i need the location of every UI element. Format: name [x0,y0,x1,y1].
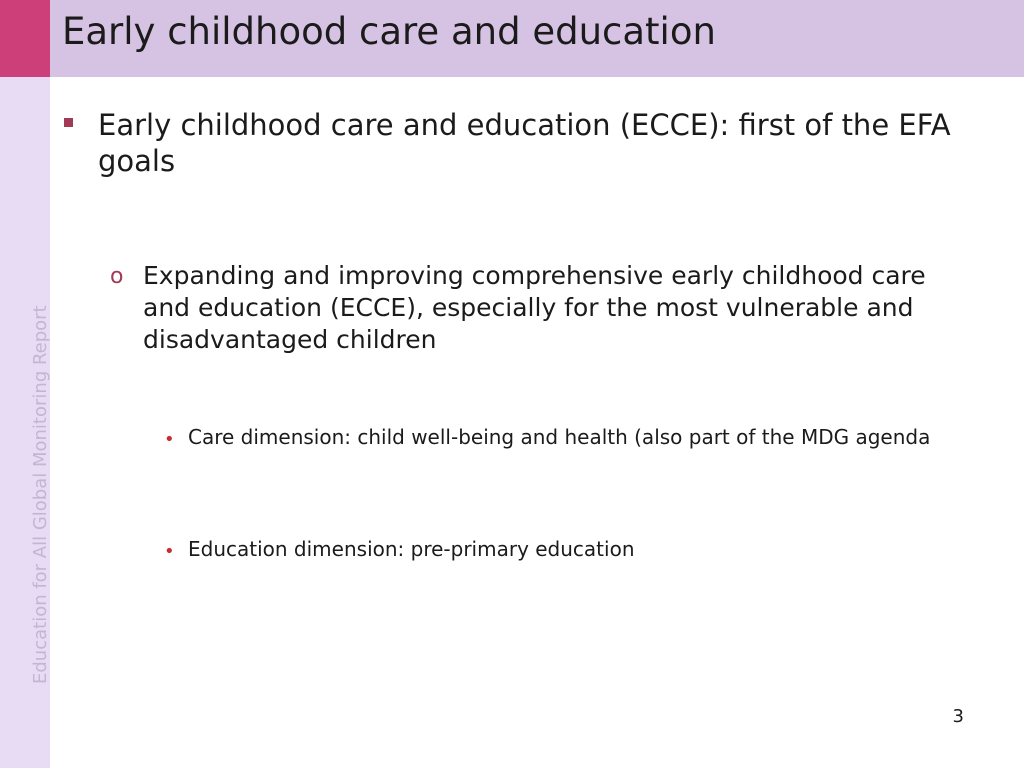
bullet-level3-text-education: Education dimension: pre-primary education [188,537,635,561]
bullet-level3-text-care: Care dimension: child well-being and health (also part of the MDG agenda [188,425,931,449]
bullet-level1-text: Early childhood care and education (ECCE): first of the EFA goals [98,108,951,178]
circle-bullet-icon: o [110,264,124,289]
square-bullet-icon [64,118,73,127]
bullet-level2-text: Expanding and improving comprehensive early childhood care and education (ECCE), especially for the most vulnerable and disadvantaged children [143,261,926,354]
slide-title: Early childhood care and education [62,10,716,53]
dot-bullet-icon: • [164,429,175,450]
page-number: 3 [952,706,964,727]
title-accent-block [0,0,50,77]
dot-bullet-icon: • [164,541,175,562]
side-label: Education for All Global Monitoring Report [30,305,51,684]
title-bar [50,0,1024,77]
